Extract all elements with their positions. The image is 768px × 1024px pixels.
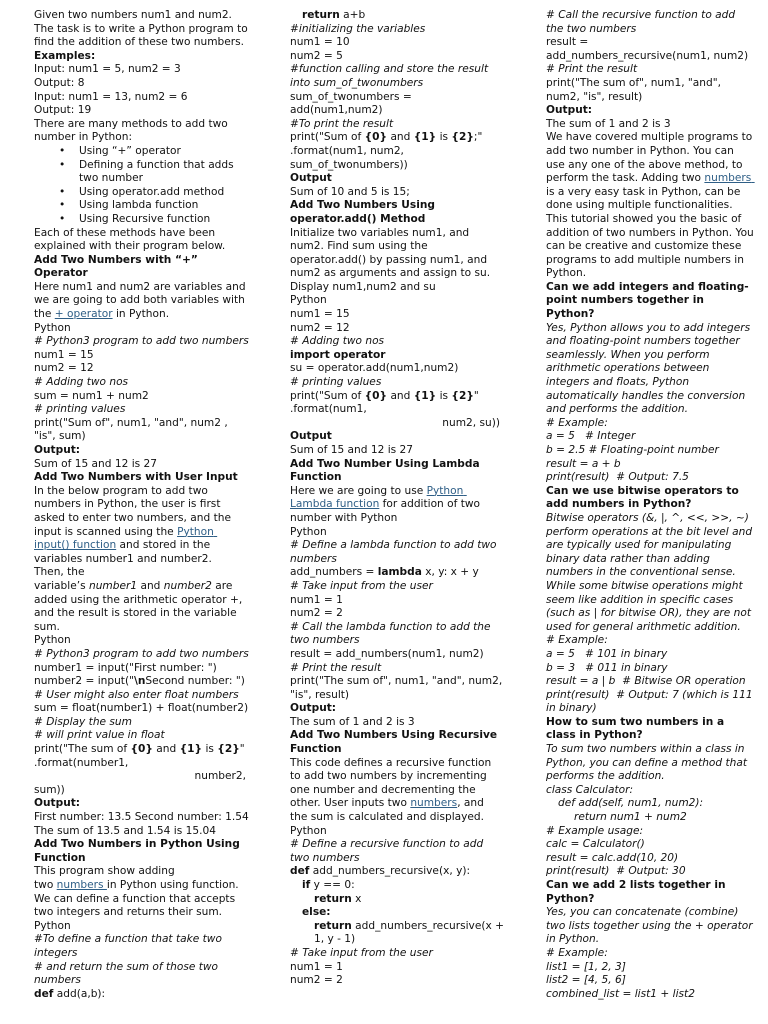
text-run: in Python.	[112, 308, 170, 321]
text-line: num2, su))	[442, 416, 500, 429]
text-line: # Take input from the user	[290, 579, 433, 592]
text-line: Python	[34, 321, 71, 334]
text-line: su = operator.add(num1,num2)	[290, 362, 459, 375]
text-run: , and the sum is calculated and displayed.	[290, 797, 488, 824]
text-run: is	[436, 389, 452, 402]
text-line: # Example:	[546, 946, 608, 959]
text-line	[546, 131, 754, 213]
text-run: number2	[163, 579, 212, 592]
text-run: is a very easy task in Python, can be done using multiple functionalities.	[546, 185, 744, 212]
text-line: a = 5 # 101 in binary	[546, 647, 668, 660]
text-run: " .format(num1,	[290, 389, 483, 416]
text-line: num2 = 12	[290, 321, 350, 334]
bullet-icon: •	[59, 185, 66, 198]
text-line	[290, 566, 504, 580]
text-line: sum = num1 + num2	[34, 389, 149, 402]
text-line	[290, 893, 504, 907]
text-run: and	[137, 579, 164, 592]
text-line: #To print the result	[290, 117, 394, 130]
text-run: add_numbers_recursive(x, y):	[309, 865, 471, 878]
text-line: number2,	[194, 770, 246, 783]
text-line: Output: 19	[34, 104, 92, 117]
text-line: First number: 13.5 Second number: 1.54	[34, 811, 249, 824]
section-heading: Can we add 2 lists together in Python?	[546, 879, 730, 905]
text-line: #To define a function that take two integers	[34, 933, 226, 959]
text-line: # Call the recursive function to add the two numbers	[546, 9, 739, 35]
column-middle	[290, 9, 508, 988]
text-line: Given two numbers num1 and num2. The task is to write a Python program to find the addition of these two numbers.	[34, 9, 252, 49]
text-line: There are many methods to add two number in Python:	[34, 117, 232, 144]
bullet-icon: •	[59, 199, 66, 212]
inline-link[interactable]: Python input() function	[34, 525, 218, 552]
text-line: # Take input from the user	[290, 946, 433, 959]
text-line: sum_of_twonumbers = add(num1,num2)	[290, 90, 416, 117]
text-run: {1}	[413, 131, 437, 144]
text-line: Input: num1 = 5, num2 = 3	[34, 63, 181, 76]
text-run: {0}	[364, 131, 388, 144]
text-line: number1 = input("First number: ")	[34, 661, 217, 674]
inline-link[interactable]: Python Lambda function	[290, 484, 467, 511]
text-line: else:	[302, 906, 331, 919]
text-line: Bitwise operators (&, |, ^, <<, >>, ~) perform operations at the bit level and are typically used for manipulating binary data rather than adding numbers in the conventional sense. While some bitwise operations might seem like addition in specific cases (such as | for bitwise OR), they are not used for general arithmetic addition.	[546, 511, 756, 633]
text-run: Here we are going to use	[290, 484, 427, 497]
text-line: list1 = [1, 2, 3]	[546, 960, 626, 973]
text-run: y == 0:	[310, 879, 355, 891]
text-run: Second number: ")	[145, 675, 245, 688]
bullet-item	[34, 213, 250, 227]
text-line: b = 2.5 # Floating-point number	[546, 444, 719, 456]
text-line	[290, 131, 504, 172]
text-line: num2 = 2	[290, 607, 343, 620]
bullet-text: Using “+” operator	[79, 144, 181, 157]
text-line: sum))	[34, 783, 65, 796]
bullet-icon: •	[59, 158, 66, 171]
text-line: print("Sum of", num1, "and", num2 , "is", sum)	[34, 416, 232, 443]
bullet-text: Using lambda function	[79, 199, 199, 212]
text-run: a+b	[339, 9, 366, 21]
text-line: Yes, you can concatenate (combine) two lists together using the + operator in Python.	[546, 906, 757, 946]
text-line: Then, the	[34, 566, 85, 579]
inline-link[interactable]: numbers	[704, 172, 755, 185]
text-run: and	[387, 389, 414, 402]
bullet-item	[34, 159, 250, 186]
text-line: num1 = 10	[290, 36, 350, 49]
text-line: Yes, Python allows you to add integers and floating-point numbers together seamlessly. When you perform arithmetic operations between integers and floats, Python automatically handles the conversion and performs the addition.	[546, 321, 754, 416]
text-line	[34, 485, 250, 567]
text-run: {2}	[451, 131, 474, 144]
text-line: num1 = 15	[34, 348, 94, 361]
text-line: num2 = 5	[290, 49, 343, 62]
text-line: # Adding two nos	[290, 335, 385, 348]
text-run: in Python using function. We can define a function that accepts two integers and returns their sum.	[34, 879, 243, 919]
text-run: return	[302, 9, 340, 21]
text-line	[290, 919, 508, 947]
bullet-item	[34, 199, 250, 213]
text-run: We have covered multiple programs to add two number in Python. You can use any one of the above method, to perform the task. Adding two	[546, 131, 756, 185]
text-line: Output:	[290, 702, 337, 715]
text-line: print(result) # Output: 7.5	[546, 471, 689, 484]
text-line: Output:	[34, 797, 81, 810]
text-run: x	[351, 892, 362, 905]
text-line: b = 3 # 011 in binary	[546, 661, 668, 674]
text-line: class Calculator:	[546, 783, 634, 796]
text-line: a = 5 # Integer	[546, 430, 636, 443]
inline-link[interactable]: + operator	[54, 308, 113, 321]
text-run: and	[387, 131, 414, 144]
bullet-text: Using Recursive function	[79, 212, 211, 225]
text-line: # Display the sum	[34, 715, 132, 728]
bullet-text: Using operator.add method	[79, 185, 225, 198]
text-line	[34, 281, 250, 322]
text-line: #initializing the variables	[290, 22, 426, 35]
text-line	[290, 757, 504, 825]
text-line	[34, 580, 250, 634]
text-run: {0}	[130, 743, 153, 756]
bullet-icon: •	[59, 212, 66, 225]
section-heading: Add Two Numbers with User Input	[34, 471, 238, 484]
text-line: print("The sum of", num1, "and", num2, "is", result)	[546, 76, 725, 103]
bullet-item	[34, 145, 250, 159]
text-line: # Python3 program to add two numbers	[34, 647, 249, 660]
section-heading: Add Two Numbers in Python Using Function	[34, 838, 244, 864]
text-line: # Call the lambda function to add the two numbers	[290, 620, 494, 647]
text-line: print("The sum of", num1, "and", num2, "is", result)	[290, 675, 506, 701]
text-line: Output:	[546, 104, 593, 117]
text-line: combined_list = list1 + list2	[546, 987, 695, 1000]
text-run: if	[302, 879, 311, 891]
text-run: for addition of two number with Python	[290, 498, 484, 524]
text-run: add_numbers_recursive(x + 1, y - 1)	[314, 919, 508, 946]
text-line: # User might also enter float numbers	[34, 688, 239, 701]
text-line: num1 = 1	[290, 593, 343, 606]
text-line: Output: 8	[34, 76, 85, 89]
text-line	[290, 9, 504, 23]
text-line: sum = float(number1) + float(number2)	[34, 702, 249, 715]
text-run: {2}	[217, 743, 240, 756]
text-line: Output	[290, 430, 332, 443]
section-heading: How to sum two numbers in a class in Python?	[546, 715, 728, 742]
section-heading: import operator	[290, 348, 386, 361]
text-line: # Adding two nos	[34, 376, 129, 389]
text-line: Input: num1 = 13, num2 = 6	[34, 90, 188, 103]
text-line: print(result) # Output: 7 (which is 111 in binary)	[546, 688, 756, 715]
text-line: The sum of 1 and 2 is 3	[546, 117, 671, 130]
section-heading: Can we add integers and floating-point numbers together in Python?	[546, 280, 749, 321]
text-line: list2 = [4, 5, 6]	[546, 974, 626, 987]
text-run: " .format(number1,	[34, 743, 248, 769]
text-line	[34, 879, 250, 920]
text-run: lambda	[377, 566, 422, 579]
text-line: # Print the result	[290, 661, 382, 674]
text-run: {2}	[451, 389, 474, 402]
column-right	[546, 9, 758, 1001]
text-line	[34, 675, 250, 689]
text-line: This tutorial showed you the basic of addition of two numbers in Python. You can be creative and customize these programs to add multiple numbers in Python.	[546, 212, 758, 280]
text-line: calc = Calculator()	[546, 838, 645, 851]
text-line: num2 = 2	[290, 974, 343, 987]
text-run: print("The sum of	[34, 743, 131, 756]
text-run: return	[314, 919, 352, 932]
text-line: result = a | b # Bitwise OR operation	[546, 675, 746, 688]
text-line: # and return the sum of those two numbers	[34, 960, 222, 987]
text-line: result = add_numbers(num1, num2)	[290, 647, 484, 660]
text-run: are added using the arithmetic operator +, and the result is stored in the variable sum.	[34, 579, 246, 633]
text-line: # Example usage:	[546, 824, 644, 837]
bullet-item	[34, 186, 250, 200]
text-run: x, y: x + y	[421, 566, 479, 579]
section-heading: Add Two Number Using Lambda Function	[290, 457, 484, 484]
text-line: num1 = 15	[290, 308, 350, 321]
text-line: # printing values	[34, 403, 126, 416]
text-run: def	[34, 987, 54, 1000]
text-line: Sum of 15 and 12 is 27	[290, 444, 414, 456]
text-line: result = a + b	[546, 457, 621, 470]
text-run: add_numbers =	[290, 566, 378, 579]
text-line	[290, 865, 504, 879]
text-line: # Define a lambda function to add two numbers	[290, 539, 500, 565]
text-line: num2 = 12	[34, 362, 94, 375]
text-run: variable’s	[34, 579, 89, 592]
bullet-icon: •	[59, 144, 66, 157]
text-run: {0}	[364, 389, 388, 402]
text-line	[290, 879, 504, 893]
section-heading: Can we use bitwise operators to add numbers in Python?	[546, 484, 743, 511]
text-line: The sum of 13.5 and 1.54 is 15.04	[34, 824, 216, 837]
text-line: Python	[34, 634, 71, 647]
inline-link[interactable]: numbers	[56, 879, 107, 891]
text-run: print("Sum of	[290, 389, 365, 402]
text-line: Python	[290, 294, 327, 307]
section-heading: Add Two Numbers Using Recursive Function	[290, 729, 501, 756]
text-line: The sum of 1 and 2 is 3	[290, 715, 415, 728]
text-run: ;" .format(num1, num2, sum_of_twonumbers))	[290, 131, 486, 171]
text-run: and stored in the variables number1 and number2.	[34, 539, 214, 565]
text-line	[34, 988, 250, 1002]
text-run: {1}	[413, 389, 437, 402]
text-line: Sum of 15 and 12 is 27	[34, 457, 158, 470]
section-heading: Add Two Numbers with “+” Operator	[34, 253, 202, 280]
text-run: number1	[89, 579, 138, 592]
text-run: two	[34, 879, 57, 891]
text-run: Here num1 and num2 are variables and we are going to add both variables with the	[34, 280, 249, 321]
text-run: is	[202, 743, 218, 756]
text-line: # Example:	[546, 634, 608, 647]
text-run: In the below program to add two numbers in Python, the user is first asked to enter two numbers, and the input is scanned using the	[34, 484, 235, 538]
text-line	[34, 743, 250, 770]
text-line: # will print value in float	[34, 729, 165, 742]
bullet-text: Defining a function that adds two number	[79, 158, 234, 185]
text-line: # Python3 program to add two numbers	[34, 335, 249, 348]
text-line: # Example:	[546, 416, 608, 429]
text-line: Each of these methods have been explained with their program below.	[34, 226, 226, 253]
text-run: print("Sum of	[290, 131, 365, 144]
text-line: def add(self, num1, num2):	[558, 797, 704, 810]
text-run: def	[290, 865, 310, 878]
text-line: # Define a recursive function to add two numbers	[290, 838, 487, 864]
text-line: num1 = 1	[290, 960, 343, 973]
text-line: #function calling and store the result into sum_of_twonumbers	[290, 63, 492, 89]
text-line: result = calc.add(10, 20)	[546, 851, 679, 864]
text-line: print(result) # Output: 30	[546, 865, 686, 878]
text-line: Initialize two variables num1, and num2. Find sum using the operator.add() by passing num1, and num2 as arguments and assign to su. Display num1,num2 and su	[290, 226, 494, 293]
text-line	[290, 390, 504, 417]
text-line: Output	[290, 172, 332, 185]
text-line: To sum two numbers within a class in Python, you can define a method that performs the addition.	[546, 743, 751, 783]
column-left	[34, 9, 250, 1001]
text-run: \n	[133, 675, 146, 688]
text-line: # Print the result	[546, 63, 638, 76]
text-run: add(a,b):	[53, 987, 106, 1000]
text-run: {1}	[179, 743, 203, 756]
text-line: # printing values	[290, 376, 382, 389]
text-line: This program show adding	[34, 865, 175, 878]
text-line: return num1 + num2	[574, 811, 687, 824]
text-line: result = add_numbers_recursive(num1, num2)	[546, 36, 749, 62]
text-run: is	[436, 131, 452, 144]
text-run: number2 = input("	[34, 675, 134, 688]
text-line: Python	[290, 824, 327, 837]
inline-link[interactable]: numbers	[410, 797, 458, 810]
text-line: Python	[290, 525, 327, 538]
text-run: return	[314, 892, 352, 905]
text-run: This code defines a recursive function to add two numbers by incrementing one number and decrementing the other. User inputs two	[290, 756, 495, 810]
text-line: Output:	[34, 444, 81, 456]
section-heading: Add Two Numbers Using operator.add() Method	[290, 199, 439, 225]
text-line: Sum of 10 and 5 is 15;	[290, 185, 410, 198]
text-line: Examples:	[34, 49, 96, 62]
text-line: Python	[34, 919, 71, 932]
text-run: and	[152, 743, 180, 756]
text-line	[290, 485, 504, 526]
